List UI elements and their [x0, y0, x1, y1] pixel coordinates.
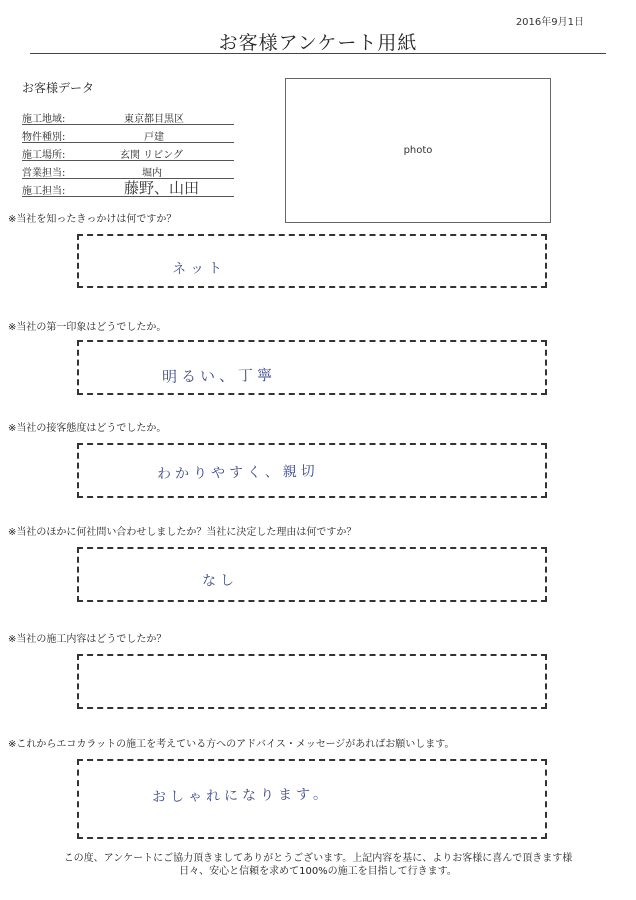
info-value-handwritten: 藤野、山田 [124, 179, 200, 197]
answer-box-4 [77, 547, 547, 602]
info-row-area [22, 108, 234, 125]
info-value: 東京都目黒区 [124, 114, 184, 125]
closing-line-2: 日々、安心と信頼を求めて100%の施工を目指して行きます。 [179, 866, 457, 877]
closing-message [22, 852, 614, 878]
info-row-construction-staff [22, 180, 234, 197]
info-label: 施工担当: [22, 186, 66, 197]
title-divider [30, 53, 606, 54]
answer-2: 明るい、丁寧 [161, 366, 277, 386]
info-label: 施工地域: [22, 114, 66, 125]
answer-6: おしゃれになります。 [151, 786, 332, 806]
info-row-location [22, 144, 234, 161]
answer-box-1 [77, 234, 547, 288]
answer-4: なし [201, 572, 239, 590]
info-row-property-type [22, 126, 234, 143]
question-6: ※これからエコカラットの施工を考えている方へのアドバイス・メッセージがあればお願いします。 [8, 739, 455, 750]
info-value: 玄関 リビング [120, 150, 183, 161]
answer-box-5 [77, 654, 547, 709]
info-value: 堀内 [142, 168, 162, 179]
answer-box-6 [77, 759, 547, 839]
question-3: ※当社の接客態度はどうでしたか。 [8, 423, 167, 434]
page-title: お客様アンケート用紙 [218, 32, 418, 54]
answer-box-2 [77, 340, 547, 395]
answer-1: ネット [171, 260, 227, 278]
info-label: 施工場所: [22, 150, 66, 161]
survey-date: 2016年9月1日 [515, 17, 584, 28]
question-4: ※当社のほかに何社問い合わせしましたか？当社に決定した理由は何ですか？ [8, 527, 357, 538]
info-label: 物件種別: [22, 132, 66, 143]
question-5: ※当社の施工内容はどうでしたか？ [8, 634, 167, 645]
customer-data-heading: お客様データ [22, 81, 95, 95]
answer-3: わかりやすく、親切 [156, 463, 319, 483]
question-2: ※当社の第一印象はどうでしたか。 [8, 322, 167, 333]
photo-placeholder [285, 78, 551, 223]
closing-line-1: この度、アンケートにご協力頂きましてありがとうございます。上記内容を基に、よりお客様に喜んで頂きます様 [63, 853, 573, 864]
question-1: ※当社を知ったきっかけは何ですか？ [8, 214, 177, 225]
info-label: 営業担当: [22, 168, 66, 179]
photo-label: photo [403, 145, 433, 156]
answer-box-3 [77, 443, 547, 498]
info-value: 戸建 [144, 132, 164, 143]
